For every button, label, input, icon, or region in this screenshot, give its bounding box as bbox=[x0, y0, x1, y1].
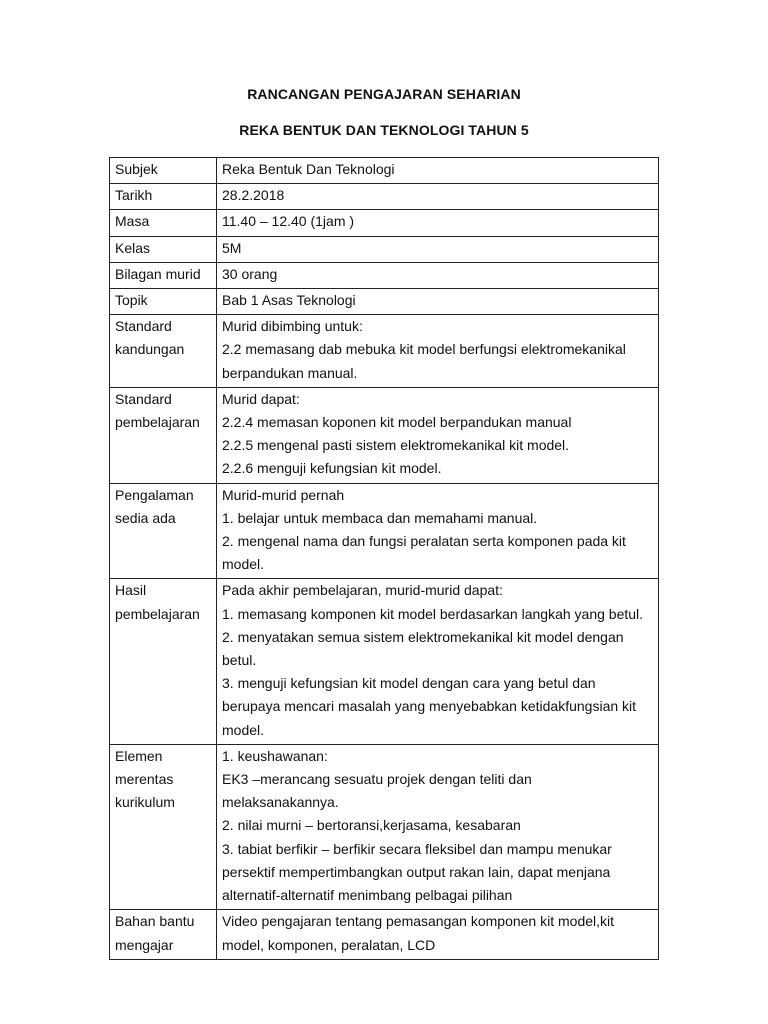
table-row bbox=[110, 289, 659, 315]
row-content-line: EK3 –merancang sesuatu projek dengan teliti dan bbox=[222, 771, 532, 788]
row-content-line: Murid dapat: bbox=[222, 390, 300, 407]
row-content-line: model. bbox=[222, 721, 265, 738]
table-row bbox=[110, 483, 659, 579]
row-content-line: melaksanakannya. bbox=[222, 794, 339, 811]
row-content-cell bbox=[217, 158, 659, 184]
row-label-line: pembelajaran bbox=[115, 605, 200, 622]
row-label-line: Pengalaman bbox=[115, 486, 194, 503]
row-content-cell bbox=[217, 579, 659, 744]
row-content-line: 2. menyatakan semua sistem elektromekanikal kit model dengan bbox=[222, 628, 624, 645]
row-content-line: 11.40 – 12.40 (1jam ) bbox=[222, 213, 355, 230]
row-label-cell bbox=[110, 289, 217, 315]
row-content-line: 30 orang bbox=[222, 265, 278, 282]
row-label-line: kurikulum bbox=[115, 794, 175, 811]
row-content-line: 1. memasang komponen kit model berdasarkan langkah yang betul. bbox=[222, 605, 644, 622]
row-label-cell bbox=[110, 579, 217, 744]
row-content-line: model. bbox=[222, 556, 265, 573]
row-label-line: Standard bbox=[115, 318, 172, 335]
row-label-line: merentas bbox=[115, 771, 174, 788]
table-row bbox=[110, 910, 659, 959]
row-content-line: 28.2.2018 bbox=[222, 187, 285, 204]
table-row bbox=[110, 210, 659, 236]
row-label-line: Tarikh bbox=[115, 187, 153, 204]
row-content-line: persektif mempertimbangkan output rakan lain, dapat menjana bbox=[222, 863, 611, 880]
row-content-cell bbox=[217, 289, 659, 315]
lesson-plan-table bbox=[109, 157, 659, 960]
row-content-line: alternatif-alternatif menimbang pelbagai pilihan bbox=[222, 887, 513, 904]
row-content-line: Pada akhir pembelajaran, murid-murid dapat: bbox=[222, 582, 503, 599]
row-label-line: Hasil bbox=[115, 582, 147, 599]
table-row bbox=[110, 387, 659, 483]
row-label-cell bbox=[110, 158, 217, 184]
row-content-cell bbox=[217, 236, 659, 262]
row-label-cell bbox=[110, 483, 217, 579]
row-label-line: Standard bbox=[115, 390, 172, 407]
row-content-cell bbox=[217, 483, 659, 579]
row-label-line: kandungan bbox=[115, 341, 185, 358]
row-content-cell bbox=[217, 744, 659, 909]
row-label-cell bbox=[110, 262, 217, 288]
table-row bbox=[110, 236, 659, 262]
row-content-line: betul. bbox=[222, 652, 257, 669]
table-row bbox=[110, 744, 659, 909]
table-row bbox=[110, 315, 659, 388]
row-label-line: Masa bbox=[115, 213, 150, 230]
row-label-line: Elemen bbox=[115, 747, 163, 764]
row-content-line: 2. mengenal nama dan fungsi peralatan serta komponen pada kit bbox=[222, 533, 626, 550]
document-subtitle: REKA BENTUK DAN TEKNOLOGI TAHUN 5 bbox=[239, 122, 529, 138]
row-content-line: 2.2.5 mengenal pasti sistem elektromekanikal kit model. bbox=[222, 437, 570, 454]
row-label-line: sedia ada bbox=[115, 509, 176, 526]
row-label-cell bbox=[110, 387, 217, 483]
row-content-line: 3. menguji kefungsian kit model dengan cara yang betul dan bbox=[222, 675, 596, 692]
row-label-cell bbox=[110, 910, 217, 959]
row-content-line: 1. belajar untuk membaca dan memahami manual. bbox=[222, 509, 538, 526]
row-label-line: Topik bbox=[115, 292, 148, 309]
row-content-line: 2.2 memasang dab mebuka kit model berfungsi elektromekanikal bbox=[222, 341, 626, 358]
row-label-cell bbox=[110, 236, 217, 262]
table-row bbox=[110, 262, 659, 288]
row-label-line: mengajar bbox=[115, 936, 174, 953]
row-content-line: 2.2.6 menguji kefungsian kit model. bbox=[222, 460, 442, 477]
row-content-cell bbox=[217, 315, 659, 388]
row-content-cell bbox=[217, 210, 659, 236]
row-label-cell bbox=[110, 210, 217, 236]
row-content-line: Murid-murid pernah bbox=[222, 486, 345, 503]
row-label-line: Subjek bbox=[115, 161, 158, 177]
row-content-cell bbox=[217, 262, 659, 288]
row-content-line: 2.2.4 memasan koponen kit model berpandukan manual bbox=[222, 414, 572, 431]
row-label-cell bbox=[110, 315, 217, 388]
table-row bbox=[110, 579, 659, 744]
row-content-line: 3. tabiat berfikir – berfikir secara fleksibel dan mampu menukar bbox=[222, 840, 612, 857]
row-content-cell bbox=[217, 910, 659, 959]
row-content-cell bbox=[217, 387, 659, 483]
row-content-line: Murid dibimbing untuk: bbox=[222, 318, 363, 335]
row-content-line: berpandukan manual. bbox=[222, 364, 358, 381]
row-label-cell bbox=[110, 184, 217, 210]
row-label-line: Kelas bbox=[115, 239, 151, 256]
row-content-line: 5M bbox=[222, 239, 242, 256]
row-label-line: Bahan bantu bbox=[115, 913, 195, 930]
row-content-line: 1. keushawanan: bbox=[222, 747, 328, 764]
lesson-plan-body bbox=[110, 158, 659, 960]
row-content-line: berupaya mencari masalah yang menyebabkan ketidakfungsian kit bbox=[222, 698, 637, 715]
row-content-line: model, komponen, peralatan, LCD bbox=[222, 936, 436, 953]
row-label-cell bbox=[110, 744, 217, 909]
row-content-cell bbox=[217, 184, 659, 210]
row-label-line: Bilagan murid bbox=[115, 265, 201, 282]
row-label-line: pembelajaran bbox=[115, 414, 200, 431]
row-content-line: 2. nilai murni – bertoransi,kerjasama, kesabaran bbox=[222, 817, 521, 834]
table-row bbox=[110, 158, 659, 184]
row-content-line: Reka Bentuk Dan Teknologi bbox=[222, 161, 395, 177]
row-content-line: Video pengajaran tentang pemasangan komponen kit model,kit bbox=[222, 913, 615, 930]
table-row bbox=[110, 184, 659, 210]
row-content-line: Bab 1 Asas Teknologi bbox=[222, 292, 356, 309]
document-title: RANCANGAN PENGAJARAN SEHARIAN bbox=[247, 86, 521, 102]
